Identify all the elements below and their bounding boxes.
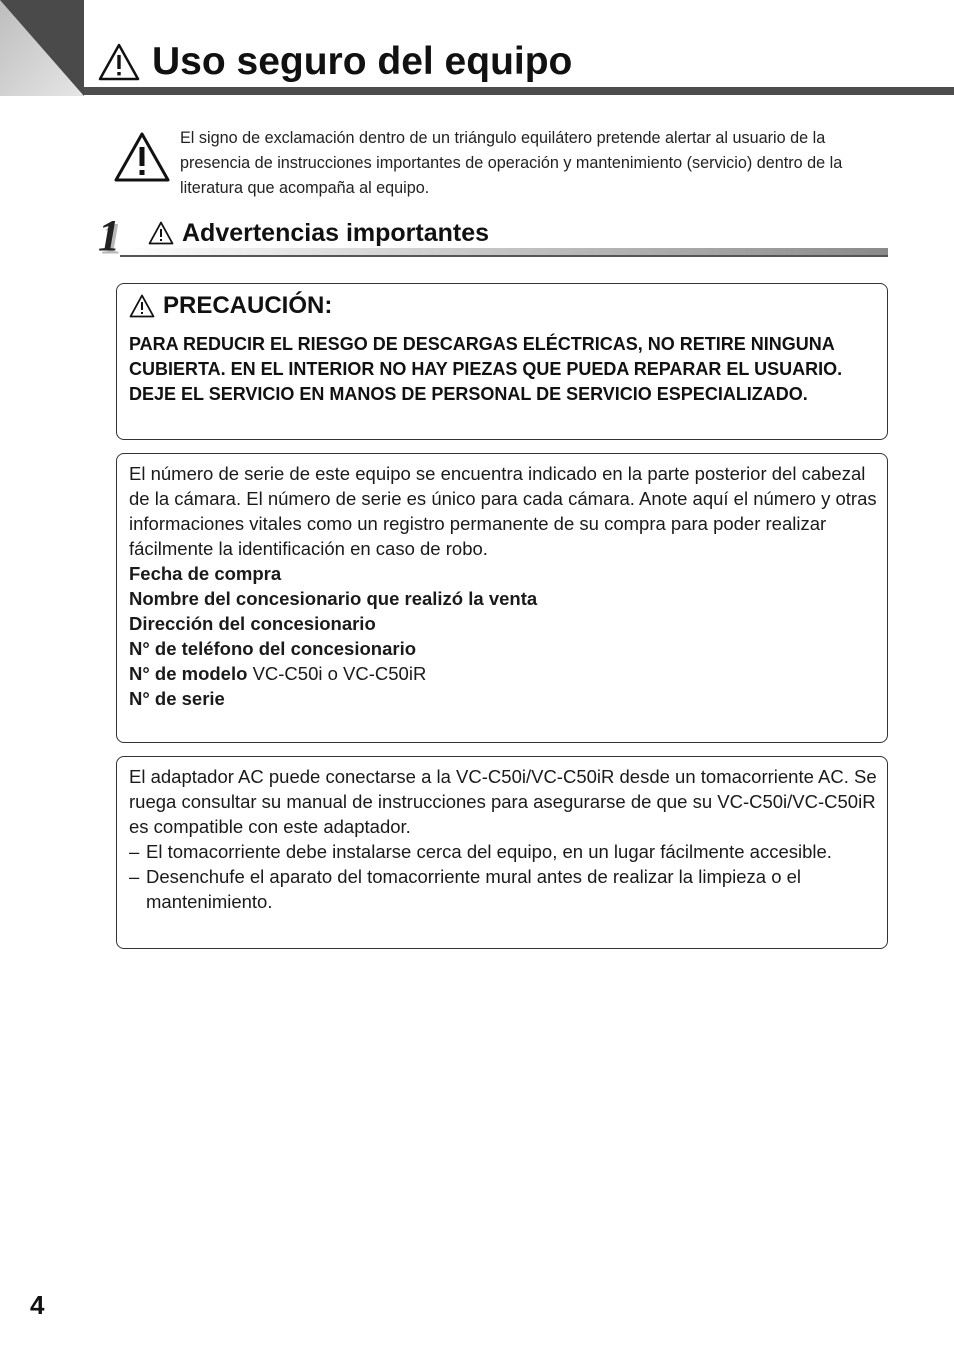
field-serial [129, 686, 881, 711]
field-label: N° de teléfono del concesionario [129, 638, 417, 659]
warning-triangle-icon [148, 221, 174, 245]
field-purchase-date [129, 561, 881, 586]
serial-paragraph: El número de serie de este equipo se encuentra indicado en la parte posterior del cabezal de la cámara. El número de serie es único para cada cámara. Anote aquí el número y otras informaciones vitales como un registro permanente de su compra para poder realizar fácilmente la identificación en caso de robo. [129, 463, 877, 559]
corner-decoration [0, 0, 84, 96]
list-item [129, 864, 881, 914]
field-dealer-phone [129, 636, 881, 661]
section-title [148, 216, 489, 250]
caution-box [116, 283, 888, 440]
caution-body: PARA REDUCIR EL RIESGO DE DESCARGAS ELÉCTRICAS, NO RETIRE NINGUNA CUBIERTA. EN EL INTERIOR NO HAY PIEZAS QUE PUEDA REPARAR EL USUARIO. DEJE EL SERVICIO EN MANOS DE PERSONAL DE SERVICIO ESPECIALIZADO. [129, 334, 843, 404]
page-title [98, 34, 572, 90]
field-dealer-address [129, 611, 881, 636]
section-title-text: Advertencias importantes [182, 218, 490, 247]
field-label: N° de modelo [129, 663, 248, 684]
ac-adapter-box [116, 756, 888, 949]
bullet-dash: – [129, 841, 140, 862]
field-model [129, 661, 881, 686]
caution-heading-text: PRECAUCIÓN: [163, 292, 333, 319]
field-value: VC-C50i o VC-C50iR [252, 663, 427, 684]
serial-number-box [116, 453, 888, 743]
page-number: 4 [30, 1290, 45, 1320]
warning-triangle-icon [98, 43, 140, 81]
list-item [129, 839, 881, 864]
list-item-text: El tomacorriente debe instalarse cerca del equipo, en un lugar fácilmente accesible. [146, 841, 832, 862]
field-dealer-name [129, 586, 881, 611]
section-heading [98, 212, 888, 260]
field-label: Fecha de compra [129, 563, 282, 584]
field-label: Dirección del concesionario [129, 613, 376, 634]
adapter-paragraph: El adaptador AC puede conectarse a la VC-C50i/VC-C50iR desde un tomacorriente AC. Se ruega consultar su manual de instrucciones para asegurarse de que su VC-C50i/VC-C50iR es compatible con este adaptador. [129, 766, 877, 837]
field-label: Nombre del concesionario que realizó la venta [129, 588, 538, 609]
intro-text: El signo de exclamación dentro de un triángulo equilátero pretende alertar al usuario de la presencia de instrucciones importantes de operación y mantenimiento (servicio) dentro de la literatura que acompaña al equipo. [180, 129, 843, 197]
bullet-dash: – [129, 866, 140, 887]
field-label: N° de serie [129, 688, 225, 709]
adapter-list [129, 839, 881, 914]
warning-triangle-icon [129, 294, 155, 318]
section-number: 1 [98, 211, 120, 260]
list-item-text: Desenchufe el aparato del tomacorriente mural antes de realizar la limpieza o el mantenimiento. [146, 866, 802, 912]
page-title-text: Uso seguro del equipo [152, 40, 573, 83]
caution-heading [129, 290, 332, 322]
warning-triangle-icon [114, 132, 170, 182]
